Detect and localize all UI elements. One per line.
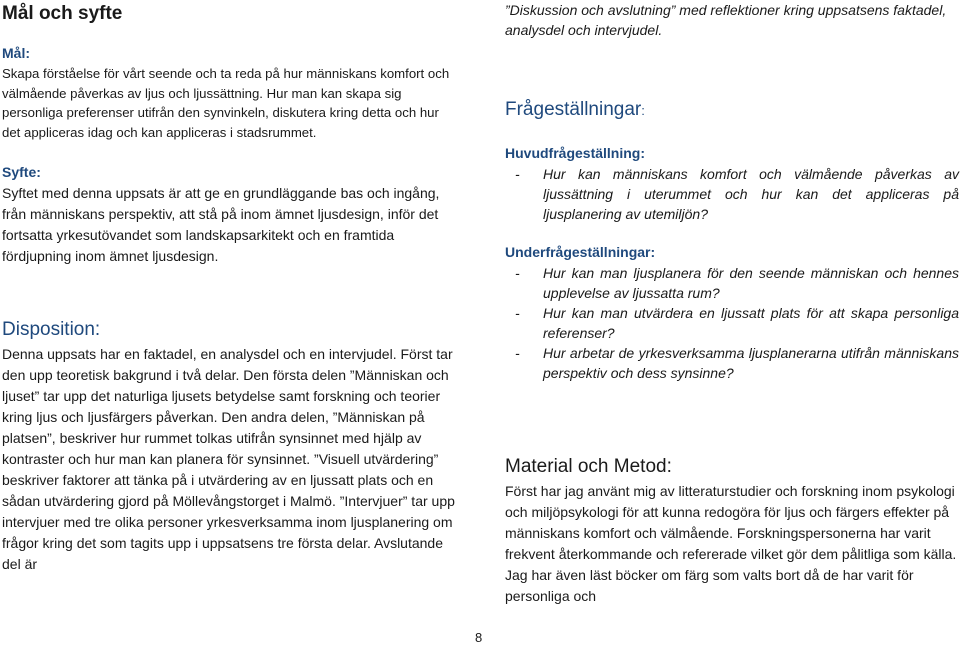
list-item-text: Hur kan man utvärdera en ljussatt plats för att skapa personliga referenser? bbox=[543, 305, 959, 341]
syfte-label: Syfte: bbox=[2, 164, 41, 181]
mal-text: Skapa förståelse för vårt seende och ta reda på hur människans komfort och välmående påverkas av ljus och ljussättning. Hur man kan skapa sig personliga preferenser utifrån den synvinkeln, diskutera kring detta och hur det appliceras idag och kan appliceras i stadsrummet. bbox=[2, 66, 450, 140]
section-title: Mål och syfte bbox=[2, 3, 123, 24]
list-item bbox=[505, 343, 959, 383]
diskussion-intro: ”Diskussion och avslutning” med reflektioner kring uppsatsens faktadel, analysdel och intervjudel. bbox=[505, 2, 947, 38]
huvudfragestallning-list bbox=[505, 164, 959, 224]
syfte-text: Syftet med denna uppsats är att ge en grundläggande bas och ingång, från människans perspektiv, att stå på inom ämnet ljusdesign, inför det fortsatta yrkesutövandet som landskapsarkitekt och en framtida fördjupning inom ämnet ljusdesign. bbox=[2, 185, 440, 265]
huvudfragestallning-label: Huvudfrågeställning: bbox=[505, 145, 646, 161]
list-item bbox=[505, 164, 959, 224]
list-item-text: Hur kan man ljusplanera för den seende människan och hennes upplevelse av ljussatta rum? bbox=[543, 265, 959, 301]
fragestallningar-heading bbox=[505, 98, 959, 123]
material-heading: Material och Metod: bbox=[505, 456, 672, 477]
left-column bbox=[2, 0, 458, 575]
dash-bullet: - bbox=[515, 305, 520, 321]
fragestallningar-heading-text: Frågeställningar bbox=[505, 99, 642, 120]
dash-bullet: - bbox=[515, 345, 520, 361]
right-column bbox=[505, 0, 959, 607]
fragestallningar-colon: : bbox=[641, 103, 645, 118]
dash-bullet: - bbox=[515, 166, 520, 182]
dash-bullet: - bbox=[515, 265, 520, 281]
list-item-text: Hur arbetar de yrkesverksamma ljusplanerarna utifrån människans perspektiv och dess synsinne? bbox=[543, 345, 959, 381]
list-item bbox=[505, 303, 959, 343]
list-item bbox=[505, 263, 959, 303]
disposition-text: Denna uppsats har en faktadel, en analysdel och en intervjudel. Först tar den upp teoretisk bakgrund i två delar. Den första delen ”Människan och ljuset” tar upp det naturliga ljusets betydelse samt forskning och teorier kring ljus och ljusfärgers påverkan. Den andra delen, ”Människan på platsen”, beskriver hur rummet tolkas utifrån synsinnet med hjälp av kontraster och hur man kan planera för synsinnet. ”Visuell utvärdering” beskriver faktorer att tänka på i utvärdering av en ljussatt plats och en sådan utvärdering gjord på Möllevångstorget i Malmö. ”Intervjuer” tar upp intervjuer med tre olika personer yrkesverksamma inom ljusplanering om frågor kring det som tagits upp i uppsatsens tre första delar. Avslutande del är bbox=[2, 346, 455, 573]
mal-label: Mål: bbox=[2, 45, 30, 61]
material-text: Först har jag använt mig av litteraturstudier och forskning inom psykologi och miljöpsykologi för att kunna redogöra för ljus och färgers effekter på människans komfort och välmående. Forskningspersonerna har varit frekvent återkommande och refererade vilket gör dem pålitliga som källa. Jag har även läst böcker om färg som valts bort då de har varit för personliga och bbox=[505, 483, 957, 604]
page-number: 8 bbox=[475, 630, 483, 645]
underfragestallningar-list bbox=[505, 263, 959, 383]
list-item-text: Hur kan människans komfort och välmående påverkas av ljussättning i uterummet och hur kan det appliceras på ljusplanering av utemiljön? bbox=[543, 166, 959, 222]
underfragestallningar-label: Underfrågeställningar: bbox=[505, 244, 656, 260]
disposition-heading: Disposition: bbox=[2, 319, 101, 341]
